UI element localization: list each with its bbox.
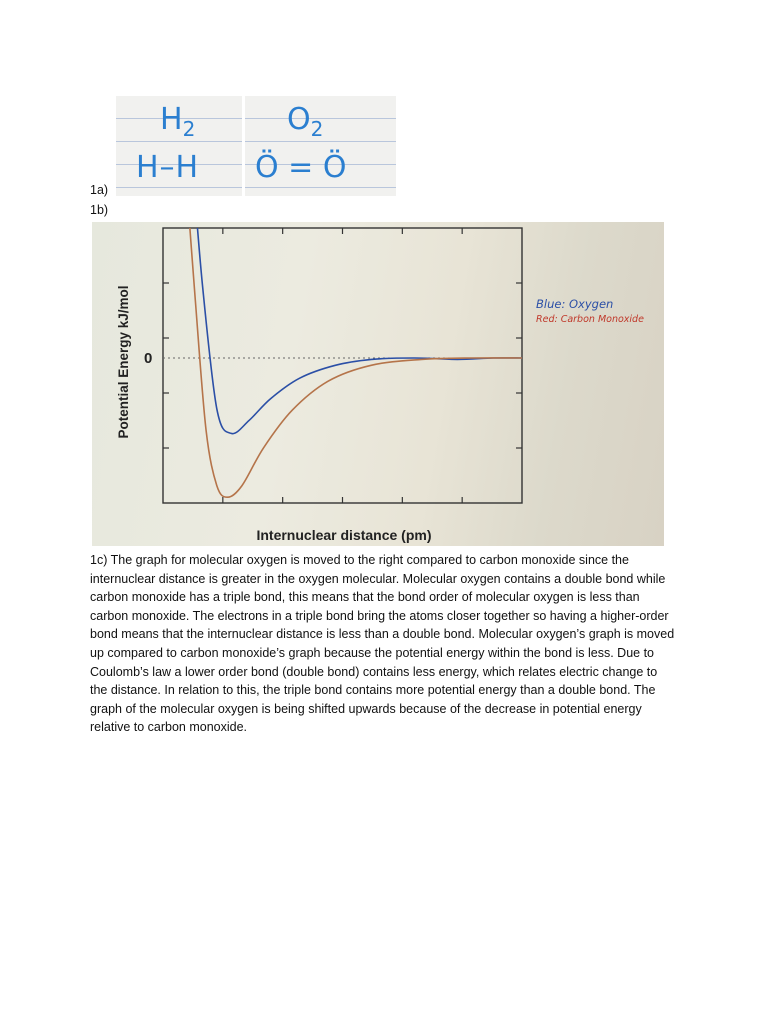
y-tick-zero: 0 bbox=[144, 350, 153, 367]
label-1a: 1a) bbox=[90, 183, 109, 197]
legend-oxygen: Blue: Oxygen bbox=[536, 297, 614, 311]
label-1b: 1b) bbox=[90, 203, 109, 217]
axis-ticks bbox=[163, 228, 522, 503]
y-axis-label: Potential Energy kJ/mol bbox=[116, 285, 131, 439]
x-axis-label: Internuclear distance (pm) bbox=[256, 527, 432, 543]
o2-photo bbox=[245, 96, 396, 196]
h2-photo bbox=[116, 96, 242, 196]
answer-1c-paragraph: 1c) The graph for molecular oxygen is moved to the right compared to carbon monoxide since the internuclear distance is greater in the oxygen molecular. Molecular oxygen contains a double bond while carbon monoxide has a triple bond, this means that the bond order of molecular oxygen is less than carbon monoxide. The electrons in a triple bond bring the atoms closer together so having a higher-order bond means that the internuclear distance is less than a double bond. Molecular oxygen’s graph is moved up compared to carbon monoxide’s graph because the potential energy within the bond is less. Due to Coulomb’s law a lower order bond (double bond) contains less energy, which relates electric change to the distance. In relation to this, the triple bond contains more potential energy than a double bond. The graph of the molecular oxygen is being shifted upwards because of the decrease in potential energy relative to carbon monoxide. bbox=[90, 553, 675, 735]
o2-structure: Ö = Ö bbox=[255, 150, 347, 185]
h2-formula: $H_2$ bbox=[160, 102, 196, 141]
oxygen-curve bbox=[192, 222, 522, 434]
legend-carbon-monoxide: Red: Carbon Monoxide bbox=[536, 314, 644, 325]
h2-structure: H–H bbox=[136, 150, 200, 185]
plot-frame bbox=[163, 228, 522, 503]
chart-photo bbox=[92, 222, 664, 546]
series-layer bbox=[185, 222, 523, 497]
potential-energy-chart bbox=[92, 222, 664, 546]
o2-formula: $O_2$ bbox=[287, 102, 324, 141]
